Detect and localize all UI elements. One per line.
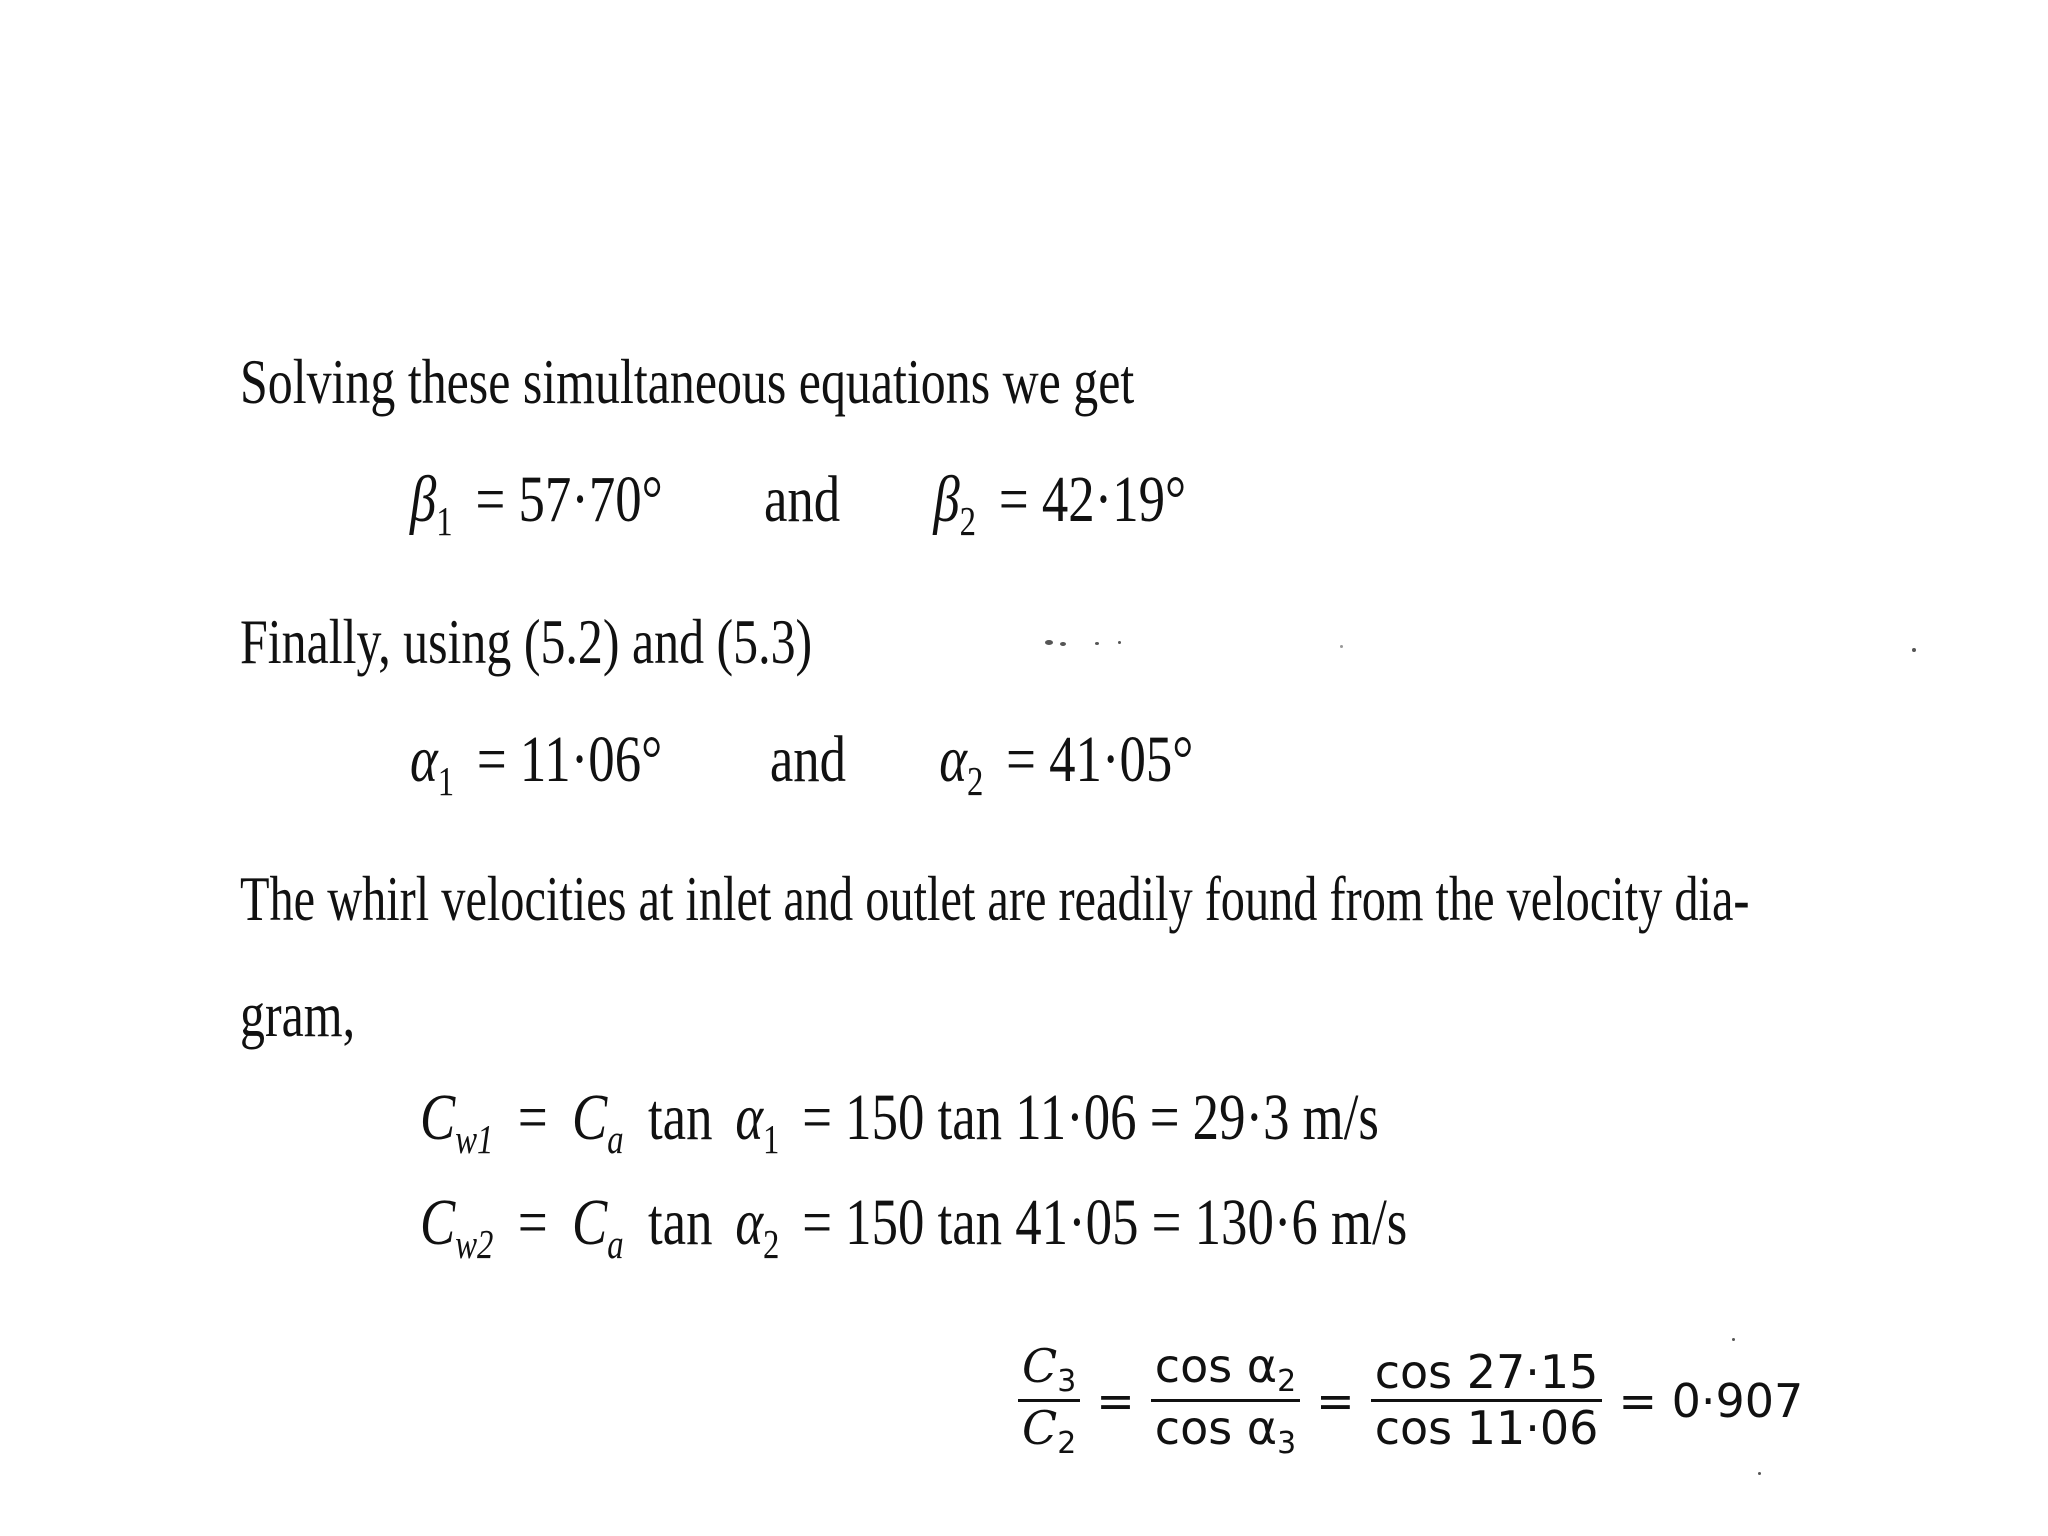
- scan-speck: [1045, 640, 1053, 645]
- equation-beta: [410, 462, 1186, 545]
- beta1-value: = 57·70°: [475, 463, 663, 536]
- cos-11-06: cos 11·06: [1374, 1401, 1599, 1456]
- cw2-alpha: α: [735, 1186, 764, 1259]
- cw2-ca-symbol: C: [572, 1186, 608, 1259]
- ratio-equals-1: =: [1096, 1373, 1135, 1428]
- cw2-equals: =: [517, 1186, 548, 1259]
- cw1-ca-subscript: a: [607, 1117, 624, 1163]
- cw1-tan: tan: [648, 1081, 713, 1154]
- beta2-symbol: β: [933, 463, 960, 536]
- c3-subscript: 3: [1057, 1363, 1077, 1399]
- alpha1-subscript: 1: [437, 759, 455, 805]
- cos-alpha2: cos α: [1154, 1339, 1278, 1393]
- alpha2-subscript: 2: [966, 759, 984, 805]
- text-line-solving: Solving these simultaneous equations we get: [240, 346, 1135, 417]
- cw1-alpha: α: [735, 1081, 764, 1154]
- alpha1-symbol: α: [410, 723, 438, 796]
- and-word-2: and: [769, 723, 847, 796]
- cw2-symbol: C: [420, 1186, 456, 1259]
- cos-27-15: cos 27·15: [1371, 1346, 1603, 1402]
- alpha1-value: = 11·06°: [476, 723, 663, 796]
- scan-speck: [1340, 645, 1343, 648]
- cos-alpha2-subscript: 2: [1277, 1363, 1297, 1399]
- cw2-ca-subscript: a: [607, 1222, 624, 1268]
- equation-velocity-ratio: [1010, 1340, 1811, 1462]
- scan-speck: [1732, 1338, 1735, 1341]
- equation-cw2: [420, 1185, 1407, 1268]
- equation-alpha: [410, 722, 1193, 805]
- scan-speck: [1912, 648, 1916, 652]
- alpha2-symbol: α: [939, 723, 967, 796]
- scan-speck: [1758, 1472, 1761, 1475]
- beta1-symbol: β: [410, 463, 437, 536]
- c2-subscript: 2: [1057, 1426, 1077, 1462]
- ratio-result: = 0·907: [1618, 1373, 1804, 1428]
- cw1-symbol: C: [420, 1081, 456, 1154]
- cw2-result: = 150 tan 41·05 = 130·6 m/s: [802, 1186, 1408, 1259]
- fraction-cos-alpha: [1151, 1340, 1300, 1462]
- fraction-cos-values: [1371, 1346, 1603, 1455]
- text-line-whirl: The whirl velocities at inlet and outlet are readily found from the velocity dia-: [240, 863, 1750, 934]
- fraction-c3-c2: [1018, 1340, 1080, 1462]
- ratio-equals-2: =: [1316, 1373, 1355, 1428]
- c3-symbol: C: [1022, 1339, 1058, 1393]
- alpha2-value: = 41·05°: [1006, 723, 1194, 796]
- beta2-subscript: 2: [959, 499, 977, 545]
- cw1-equals: =: [517, 1081, 548, 1154]
- cos-alpha3-subscript: 3: [1277, 1426, 1297, 1462]
- c2-symbol: C: [1022, 1401, 1058, 1456]
- cw2-subscript: w2: [455, 1222, 494, 1268]
- equation-cw1: [420, 1080, 1379, 1163]
- scan-speck: [1060, 642, 1066, 646]
- cos-alpha3: cos α: [1154, 1401, 1278, 1456]
- beta2-value: = 42·19°: [998, 463, 1187, 536]
- and-word-1: and: [763, 463, 841, 536]
- text-line-gram: gram,: [240, 979, 356, 1050]
- scan-speck: [1118, 641, 1121, 644]
- cw1-subscript: w1: [455, 1117, 494, 1163]
- cw2-alpha-subscript: 2: [763, 1222, 780, 1268]
- scan-speck: [1095, 642, 1099, 645]
- cw1-ca-symbol: C: [572, 1081, 608, 1154]
- cw1-result: = 150 tan 11·06 = 29·3 m/s: [802, 1081, 1379, 1154]
- text-line-finally: Finally, using (5.2) and (5.3): [240, 606, 813, 677]
- beta1-subscript: 1: [436, 499, 453, 545]
- cw1-alpha-subscript: 1: [763, 1117, 780, 1163]
- cw2-tan: tan: [648, 1186, 713, 1259]
